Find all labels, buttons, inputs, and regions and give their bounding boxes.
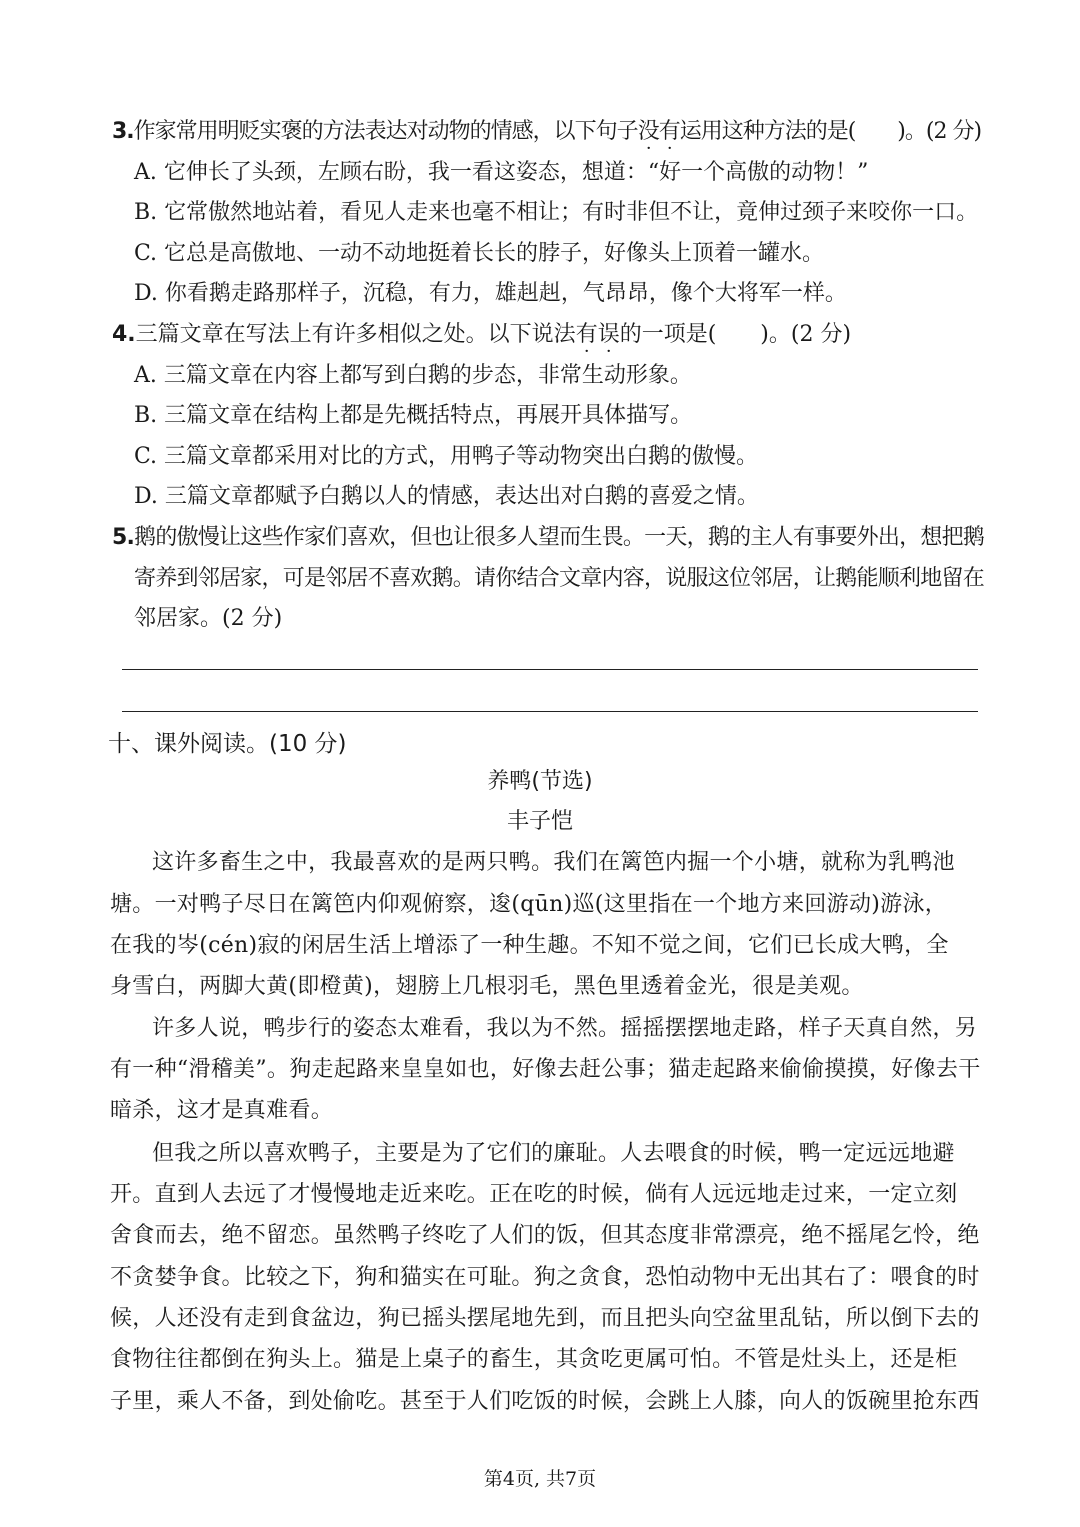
answer-line-1[interactable] <box>122 669 978 670</box>
story-p3-line-2: 开。直到人去远了才慢慢地走近来吃。正在吃的时候，倘有人远远地走过来，一定立刻 <box>110 1182 958 1207</box>
q4-option-d: D. 三篇文章都赋予白鹅以人的情感，表达出对白鹅的喜爱之情。 <box>134 484 759 509</box>
q3-option-b: B. 它常傲然地站着，看见人走来也毫不相让；有时非但不让，竟伸过颈子来咬你一口。 <box>134 200 979 225</box>
story-p3-line-4: 不贪婪争食。比较之下，狗和猫实在可耻。狗之贪食，恐怕动物中无出其右了：喂食的时 <box>110 1265 980 1290</box>
section-10-title: 十、课外阅读。(10 分) <box>108 731 347 757</box>
q3-stem: 3.作家常用明贬实褒的方法表达对动物的情感，以下句子没有运用这种方法的是( )。(2 分) <box>112 119 982 144</box>
q4-option-c: C. 三篇文章都采用对比的方式，用鸭子等动物突出白鹅的傲慢。 <box>134 444 759 469</box>
q3-option-c: C. 它总是高傲地、一动不动地挺着长长的脖子，好像头上顶着一罐水。 <box>134 241 825 266</box>
story-author: 丰子恺 <box>506 809 573 834</box>
story-p3-line-7: 子里，乘人不备，到处偷吃。甚至于人们吃饭的时候，会跳上人膝，向人的饭碗里抢东西 <box>110 1389 980 1414</box>
story-p2-line-1: 许多人说，鸭步行的姿态太难看，我以为不然。摇摇摆摆地走路，样子天真自然，另 <box>152 1016 978 1041</box>
story-p2-line-3: 暗杀，这才是真难看。 <box>110 1098 334 1123</box>
story-p3-line-5: 候，人还没有走到食盆边，狗已摇头摆尾地先到，而且把头向空盆里乱钻，所以倒下去的 <box>110 1306 980 1331</box>
q5-stem-line-3: 邻居家。(2 分) <box>134 606 283 631</box>
q4-stem: 4.三篇文章在写法上有许多相似之处。以下说法有误的一项是( )。(2 分) <box>112 322 852 347</box>
emphasis-dot-char: 有 <box>658 119 680 144</box>
q5-number: 5. <box>112 525 135 550</box>
story-p3-line-6: 食物往往都倒在狗头上。猫是上桌子的畜生，其贪吃更属可怕。不管是灶头上，还是柜 <box>110 1347 958 1372</box>
story-p1-line-2: 塘。一对鸭子尽日在篱笆内仰观俯察，逡(qūn)巡(这里指在一个地方来回游动)游泳， <box>110 892 948 917</box>
story-title: 养鸭(节选) <box>487 769 593 794</box>
emphasis-dot-char: 有 <box>575 322 598 347</box>
q3-option-d: D. 你看鹅走路那样子，沉稳，有力，雄赳赳，气昂昂，像个大将军一样。 <box>134 281 847 306</box>
q5-stem-line-2: 寄养到邻居家，可是邻居不喜欢鹅。请你结合文章内容，说服这位邻居，让鹅能顺利地留在 <box>134 566 985 591</box>
emphasis-dot-char: 误 <box>597 322 620 347</box>
q3-option-a: A. 它伸长了头颈，左顾右盼，我一看这姿态，想道：“好一个高傲的动物！” <box>134 160 869 185</box>
q3-number: 3. <box>112 119 134 144</box>
story-p1-line-1: 这许多畜生之中，我最喜欢的是两只鸭。我们在篱笆内掘一个小塘，就称为乳鸭池 <box>152 850 955 875</box>
story-p3-line-1: 但我之所以喜欢鸭子，主要是为了它们的廉耻。人去喂食的时候，鸭一定远远地避 <box>152 1141 955 1166</box>
q5-stem-line-1: 5.鹅的傲慢让这些作家们喜欢，但也让很多人望而生畏。一天，鹅的主人有事要外出，想把鹅 <box>112 525 985 550</box>
emphasis-dot-char: 没 <box>637 119 659 144</box>
story-p1-line-3: 在我的岑(cén)寂的闲居生活上增添了一种生趣。不知不觉之间，它们已长成大鸭，全 <box>110 933 949 958</box>
q4-option-b: B. 三篇文章在结构上都是先概括特点，再展开具体描写。 <box>134 403 693 428</box>
answer-line-2[interactable] <box>122 711 978 712</box>
q4-option-a: A. 三篇文章在内容上都写到白鹅的步态，非常生动形象。 <box>134 363 692 388</box>
q4-number: 4. <box>112 322 136 347</box>
story-p2-line-2: 有一种“滑稽美”。狗走起路来皇皇如也，好像去赶公事；猫走起路来偷偷摸摸，好像去干 <box>110 1057 981 1082</box>
story-p1-line-4: 身雪白，两脚大黄(即橙黄)，翅膀上几根羽毛，黑色里透着金光，很是美观。 <box>110 974 864 999</box>
page-number: 第4页, 共7页 <box>483 1468 597 1490</box>
story-p3-line-3: 舍食而去，绝不留恋。虽然鸭子终吃了人们的饭，但其态度非常漂亮，绝不摇尾乞怜，绝 <box>110 1223 980 1248</box>
